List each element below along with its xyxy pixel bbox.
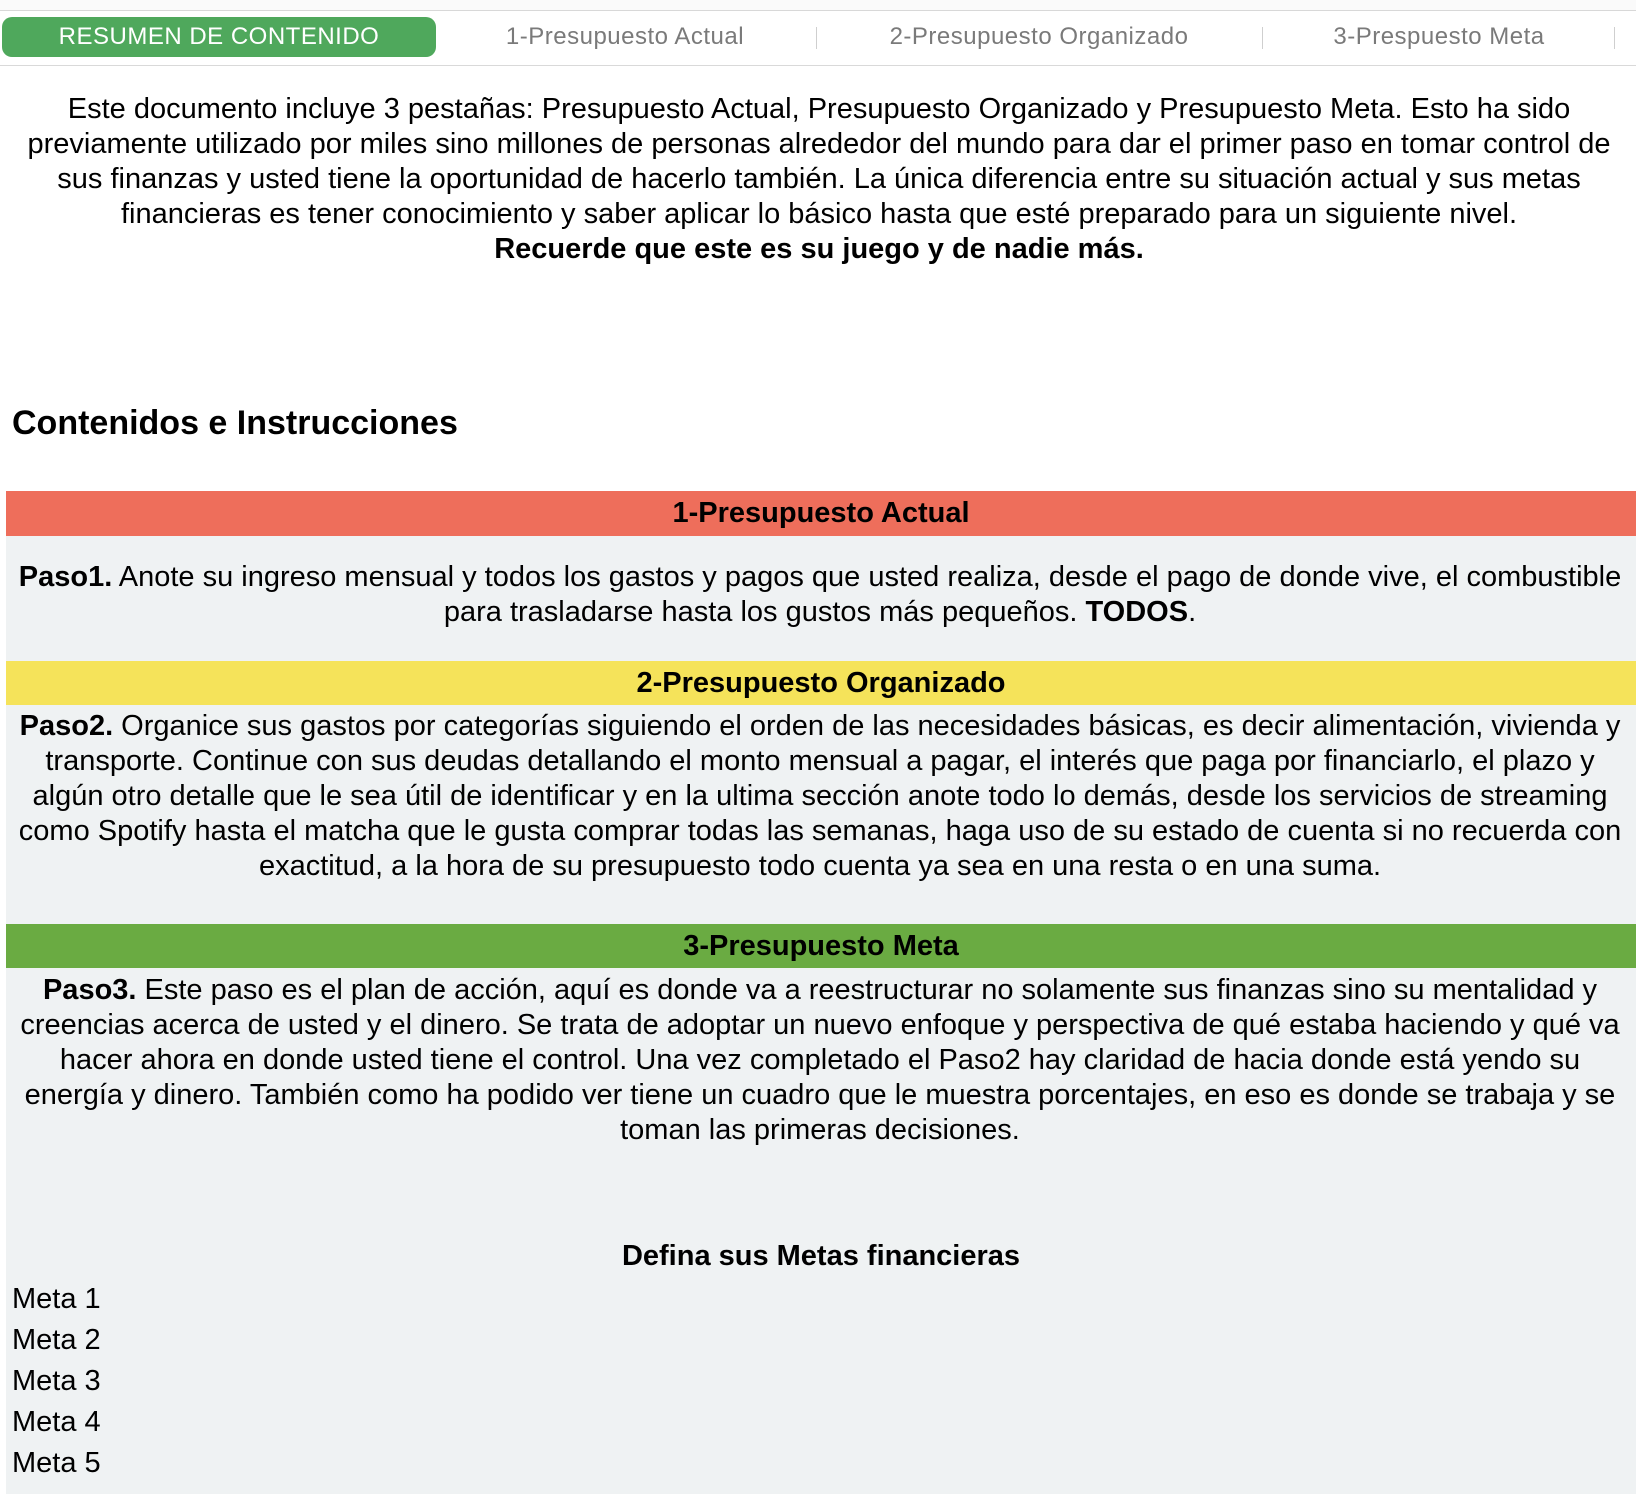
step2-body: Organice sus gastos por categorías siguiendo el orden de las necesidades básicas, es decir alimentación, vivienda y transporte. Continue con sus deudas detallando el monto mensual a pagar, el interés que paga por financiarlo, el plazo y algún otro detalle que le sea útil de identificar y en la ultima sección anote todo lo demás, desde los servicios de streaming como Spotify hasta el matcha que le gusta comprar todas las semanas, haga uso de su estado de cuenta si no recuerda con exactitud, a la hora de su presupuesto todo cuenta ya sea en una resta o en una suma. (18, 710, 1622, 882)
intro-text: Este documento incluye 3 pestañas: Presupuesto Actual, Presupuesto Organizado y Presupuesto Meta. Esto ha sido previamente utilizado por miles sino millones de personas alrededor del mundo para dar el primer paso en tomar control de sus finanzas y usted tiene la oportunidad de hacerlo también. La única diferencia entre su situación actual y sus metas financieras es tener conocimiento y saber aplicar lo básico hasta que esté preparado para un siguiente nivel. (27, 93, 1611, 230)
intro-bold-text: Recuerde que este es su juego y de nadie más. (494, 233, 1144, 265)
window-top-strip (0, 0, 1636, 11)
goal-item[interactable]: Meta 5 (12, 1447, 101, 1479)
tab-presupuesto-meta[interactable]: 3-Prespuesto Meta (1333, 23, 1545, 50)
sheet-tab-bar (0, 11, 1636, 66)
section-header-presupuesto-organizado: 2-Presupuesto Organizado (6, 661, 1636, 705)
tab-separator (1614, 27, 1615, 49)
goals-title: Defina sus Metas financieras (621, 1240, 1021, 1272)
goal-item[interactable]: Meta 2 (12, 1324, 101, 1356)
contents-title: Contenidos e Instrucciones (12, 404, 458, 442)
goal-item[interactable]: Meta 3 (12, 1365, 101, 1397)
section-header-presupuesto-actual: 1-Presupuesto Actual (6, 491, 1636, 536)
intro-paragraph (8, 92, 1630, 267)
step1-text (10, 560, 1630, 630)
step3-label: Paso3. (42, 974, 137, 1006)
step1-body: Anote su ingreso mensual y todos los gastos y pagos que usted realiza, desde el pago de donde vive, el combustible para trasladarse hasta los gustos más pequeños. (112, 561, 1622, 628)
tab-resumen-de-contenido[interactable]: RESUMEN DE CONTENIDO (2, 17, 436, 57)
goal-item[interactable]: Meta 1 (12, 1283, 101, 1315)
step3-body: Este paso es el plan de acción, aquí es donde va a reestructurar no solamente sus finanzas sino su mentalidad y creencias acerca de usted y el dinero. Se trata de adoptar un nuevo enfoque y perspectiva de qué estaba haciendo y qué va hacer ahora en donde usted tiene el control. Una vez completado el Paso2 hay claridad de hacia donde está yendo su energía y dinero. También como ha podido ver tiene un cuadro que le muestra porcentajes, en eso es donde se trabaja y se toman las primeras decisiones. (20, 974, 1620, 1146)
step1-emphasis: TODOS (1085, 596, 1189, 628)
tab-separator (1262, 27, 1263, 49)
goal-item[interactable]: Meta 4 (12, 1406, 101, 1438)
tab-presupuesto-organizado[interactable]: 2-Presupuesto Organizado (889, 23, 1189, 50)
step1-label: Paso1. (18, 561, 113, 593)
step2-label: Paso2. (19, 710, 114, 742)
tab-presupuesto-actual[interactable]: 1-Presupuesto Actual (505, 23, 745, 50)
step3-text (10, 973, 1630, 1148)
step1-end: . (1188, 596, 1197, 628)
step2-text (10, 709, 1630, 884)
section-header-presupuesto-meta: 3-Presupuesto Meta (6, 924, 1636, 968)
tab-separator (816, 27, 817, 49)
